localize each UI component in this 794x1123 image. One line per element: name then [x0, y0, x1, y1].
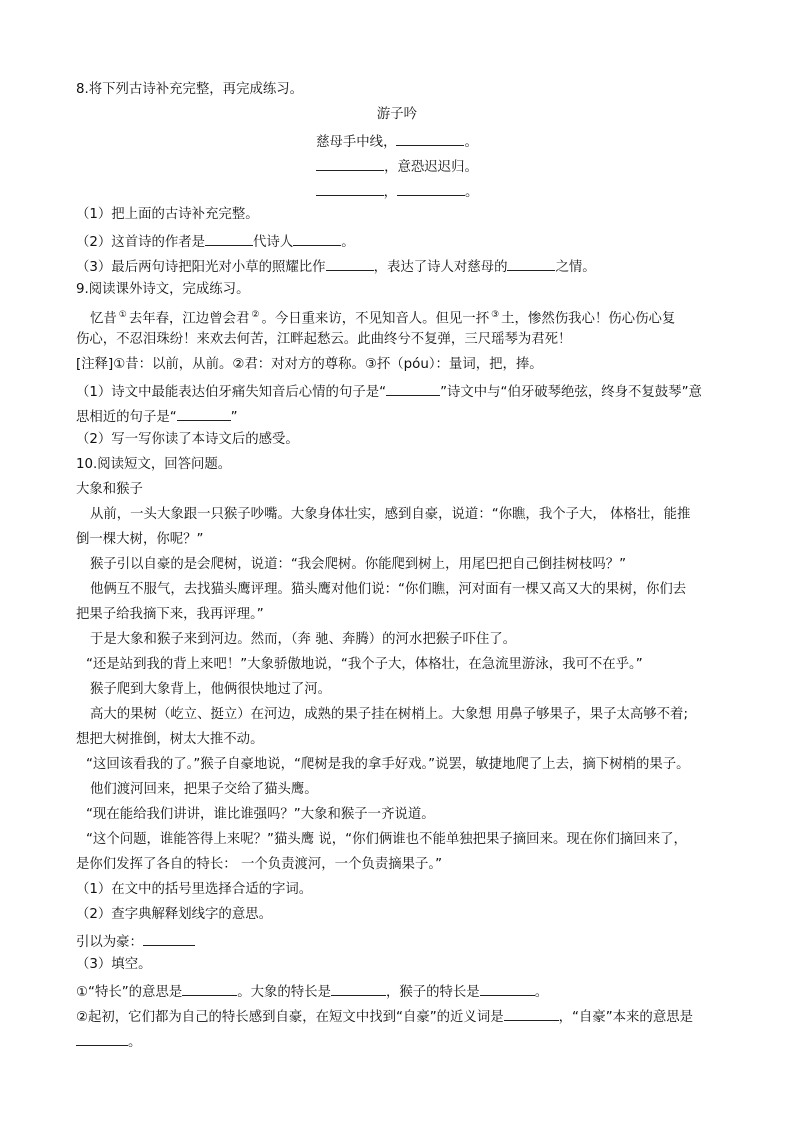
q9-note: [注释]①昔：以前，从前。②君：对对方的尊称。③抔（póu）：量词，把，捧。: [76, 357, 543, 372]
author-blank[interactable]: [293, 231, 341, 246]
poem-line-1: [0, 131, 794, 152]
q9-p1-b: 去年春，江边曾会君: [128, 311, 250, 327]
q9-p1-c: 。今日重来访，不见知音人。但见一抔: [261, 311, 490, 327]
q10-heading: 10.阅读短文，回答问题。: [76, 457, 232, 472]
feeling-blank[interactable]: [507, 256, 555, 271]
story-para-6: 猴子爬到大象背上，他俩很快地过了河。: [90, 682, 332, 697]
q10-f2-end: 。: [128, 1035, 142, 1050]
note-marker-1: ①: [118, 310, 127, 320]
story-para-11-cont: 是你们发挥了各自的特长： 一个负责渡河，一个负责摘果子。”: [76, 857, 443, 872]
q10-fill-2: [76, 1006, 693, 1027]
q10-f1-b: 。大象的特长是: [237, 985, 331, 1000]
story-title: 大象和猴子: [76, 482, 143, 497]
q9-blank-1[interactable]: [386, 381, 440, 396]
story-para-10: “现在能给我们讲讲，谁比谁强吗？”大象和猴子一齐说道。: [86, 807, 435, 822]
q8-sub3-a: （3）最后两句诗把阳光对小草的照耀比作: [76, 260, 326, 275]
poem-blank-1[interactable]: [396, 131, 464, 146]
story-para-3-cont: 把果子给我摘下来，我再评理。”: [76, 607, 264, 622]
poem-line-3: [0, 181, 794, 202]
q8-sub2-a: （2）这首诗的作者是: [76, 235, 206, 250]
poem-blank-3[interactable]: [316, 181, 384, 196]
poem-line-3-end: 。: [465, 185, 479, 200]
poem-blank-2[interactable]: [316, 156, 384, 171]
q8-sub2-c: 。: [341, 235, 355, 250]
poem-line-3-comma: ，: [383, 185, 397, 200]
q8-sub2-b: 代诗人: [253, 235, 294, 250]
q8-sub3-b: ，表达了诗人对慈母的: [373, 260, 508, 275]
story-para-5: “还是站到我的背上来吧！”大象骄傲地说，“我个子大，体格壮，在急流里游泳，我可不在乎。”: [86, 657, 643, 672]
story-para-4: 于是大象和猴子来到河边。然而，（奔 驰、奔腾）的河水把猴子吓住了。: [90, 632, 517, 647]
q10-sub2-answer: [76, 931, 195, 952]
poem-line-2-text: ，意恐迟迟归。: [384, 160, 478, 175]
story-para-2: 猴子引以自豪的是会爬树，说道：“我会爬树。你能爬到树上，用尾巴把自己倒挂树枝吗？”: [90, 557, 627, 572]
q9-poem-line-2: 伤心，不忍泪珠纷！来欢去何苦，江畔起愁云。此曲终兮不复弹，三尺瑶琴为君死！: [76, 332, 572, 347]
q9-s1-b: ”诗文中与“伯牙破琴绝弦，终身不复鼓琴”意: [440, 385, 702, 400]
q10-sub1: （1）在文中的括号里选择合适的字词。: [76, 882, 313, 897]
story-para-3: 他俩互不服气，去找猫头鹰评理。猫头鹰对他们说：“你们瞧，河对面有一棵又高又大的果树，你们去: [90, 582, 687, 597]
definition-blank[interactable]: [143, 931, 195, 946]
story-para-8: “这回该看我的了。”猴子自豪地说，“爬树是我的拿手好戏。”说罢，敏捷地爬了上去，摘下树梢的果子。: [86, 757, 690, 772]
story-para-1-cont: 倒一棵大树，你呢？”: [76, 532, 204, 547]
original-meaning-blank[interactable]: [76, 1031, 128, 1046]
q8-heading: 8.将下列古诗补充完整，再完成练习。: [76, 82, 304, 97]
dynasty-blank[interactable]: [205, 231, 253, 246]
story-para-7-cont: 想把大树推倒，树太大推不动。: [76, 732, 264, 747]
story-para-11: “这个问题，谁能答得上来呢？”猫头鹰 说，“你们俩谁也不能单独把果子摘回来。现在你们摘回来了，: [86, 832, 687, 847]
q9-sub1-line1: [76, 381, 702, 402]
q10-f1-a: ①“特长”的意思是: [76, 985, 183, 1000]
story-para-1: 从前，一头大象跟一只猴子吵嘴。大象身体壮实，感到自豪，说道：“你瞧，我个子大， 体格壮，能推: [90, 507, 691, 522]
q9-p1-a: 忆昔: [90, 311, 117, 327]
q10-fill-1: [76, 981, 548, 1002]
q10-fill-2-cont: [76, 1031, 141, 1052]
q8-sub2: [76, 231, 355, 252]
q9-heading: 9.阅读课外诗文，完成练习。: [76, 282, 250, 297]
poem-line-1-end: 。: [464, 135, 478, 150]
q9-p1-d: 土，惨然伤我心！伤心伤心复: [501, 311, 676, 327]
poem-line-1-text: 慈母手中线，: [316, 135, 397, 150]
poem-blank-4[interactable]: [397, 181, 465, 196]
q10-f1-d: 。: [534, 985, 549, 1000]
monkey-specialty-blank[interactable]: [480, 981, 535, 996]
q10-f2-a: ②起初，它们都为自己的特长感到自豪，在短文中找到“自豪”的近义词是: [76, 1010, 504, 1025]
q9-s1-a: （1）诗文中最能表达伯牙痛失知音后心情的句子是“: [76, 385, 387, 400]
poem-line-2: [0, 156, 794, 177]
metaphor-blank[interactable]: [326, 256, 374, 271]
synonym-blank[interactable]: [504, 1006, 559, 1021]
q10-sub2: （2）查字典解释划线字的意思。: [76, 907, 272, 922]
poem-title: 游子吟: [376, 107, 418, 122]
elephant-specialty-blank[interactable]: [331, 981, 386, 996]
q10-f2-b: ，“自豪”本来的意思是: [558, 1010, 693, 1025]
q8-sub3: [76, 256, 596, 277]
q8-sub1: （1）把上面的古诗补充完整。: [76, 207, 259, 222]
note-marker-3: ③: [491, 310, 500, 320]
story-para-7: 高大的果树（屹立、挺立）在河边，成熟的果子挂在树梢上。大象想 用鼻子够果子，果子太高够不着;: [90, 707, 688, 722]
q9-s1-c: 思相近的句子是“: [76, 410, 177, 425]
q10-f1-c: ，猴子的特长是: [385, 985, 480, 1000]
q8-sub3-c: 之情。: [555, 260, 596, 275]
note-marker-2: ②: [251, 310, 260, 320]
q10-sub2-label: 引以为豪：: [76, 935, 143, 950]
q9-poem-line-1: [90, 306, 675, 328]
specialty-meaning-blank[interactable]: [182, 981, 237, 996]
story-para-9: 他们渡河回来，把果子交给了猫头鹰。: [90, 782, 318, 797]
q10-sub3: （3）填空。: [76, 957, 152, 972]
q9-sub1-line2: [76, 406, 238, 427]
q9-sub2: （2）写一写你读了本诗文后的感受。: [76, 432, 299, 447]
q9-s1-d: ”: [230, 410, 238, 425]
q9-blank-2[interactable]: [177, 406, 231, 421]
